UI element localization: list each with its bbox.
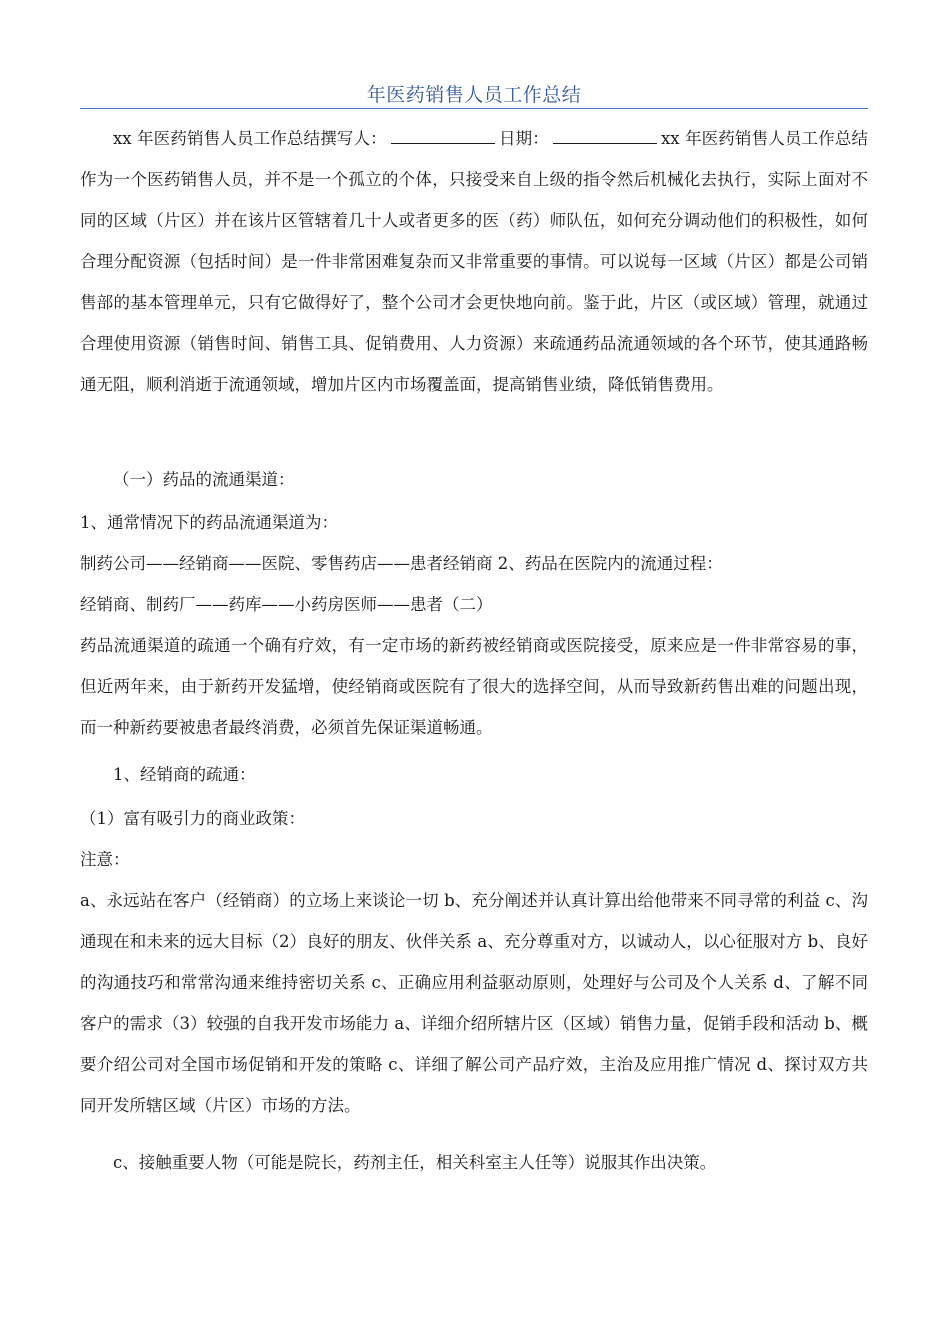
channel-paragraph: 药品流通渠道的疏通一个确有疗效，有一定市场的新药被经销商或医院接受，原来应是一件非常容易的事，但近两年来，由于新药开发猛增，使经销商或医院有了很大的选择空间，从而导致新药售出难的问题出现，而一种新药要被患者最终消费，必须首先保证渠道畅通。 (80, 636, 868, 737)
section1-heading: （一）药品的流通渠道： (113, 470, 295, 489)
channel-block (80, 502, 868, 748)
distributor-heading: 1、经销商的疏通： (113, 765, 256, 784)
hospital-line: 经销商、制药厂——药库——小药房医师——患者（二） (80, 595, 493, 614)
policy-line: （1）富有吸引力的商业政策： (80, 809, 305, 828)
author-blank (391, 125, 495, 144)
section1-block (80, 459, 868, 500)
intro-paragraph (80, 118, 868, 405)
intro-body: xx 年医药销售人员工作总结作为一个医药销售人员，并不是一个孤立的个体，只接受来自上级的指令然后机械化去执行，实际上面对不同的区域（片区）并在该片区管辖着几十人或者更多的医（药）师队伍，如何充分调动他们的积极性，如何合理分配资源（包括时间）是一件非常困难复杂而又非常重要的事情。可以说每一区域（片区）都是公司销售部的基本管理单元，只有它做得好了，整个公司才会更快地向前。鉴于此，片区（或区域）管理，就通过合理使用资源（销售时间、销售工具、促销费用、人力资源）来疏通药品流通领域的各个环节，使其通路畅通无阻，顺利消逝于流通领域，增加片区内市场覆盖面，提高销售业绩，降低销售费用。 (80, 129, 869, 394)
intro-prefix: xx 年医药销售人员工作总结撰写人： (113, 129, 387, 148)
channel-line: 制药公司——经销商——医院、零售药店——患者经销商 2、药品在医院内的流通过程： (80, 554, 723, 573)
item1-line: 1、通常情况下的药品流通渠道为： (80, 513, 338, 532)
distributor-heading-block (80, 754, 868, 795)
document-title: 年医药销售人员工作总结 (366, 84, 582, 106)
notes-paragraph: a、永远站在客户（经销商）的立场上来谈论一切 b、充分阐述并认真计算出给他带来不同寻常的利益 c、沟通现在和未来的远大目标（2）良好的朋友、伙伴关系 a、充分尊重对方，以诚动人，以心征服对方 b、良好的沟通技巧和常常沟通来维持密切关系 c、正确应用利益驱动原则，处理好与公司及个人关系 d、了解不同客户的需求（3）较强的自我开发市场能力 a、详细介绍所辖片区（区域）销售力量，促销手段和活动 b、概要介绍公司对全国市场促销和开发的策略 c、详细了解公司产品疗效，主治及应用推广情况 d、探讨双方共同开发所辖区域（片区）市场的方法。 (80, 891, 868, 1115)
intro-block (80, 118, 868, 405)
last-block (80, 1142, 868, 1183)
date-blank (553, 125, 657, 144)
notes-block (80, 798, 868, 1126)
last-line: c、接触重要人物（可能是院长，药剂主任，相关科室主人任等）说服其作出决策。 (113, 1153, 717, 1172)
title-underline (80, 108, 868, 109)
note-label: 注意： (80, 850, 130, 869)
date-label: 日期： (498, 129, 549, 148)
